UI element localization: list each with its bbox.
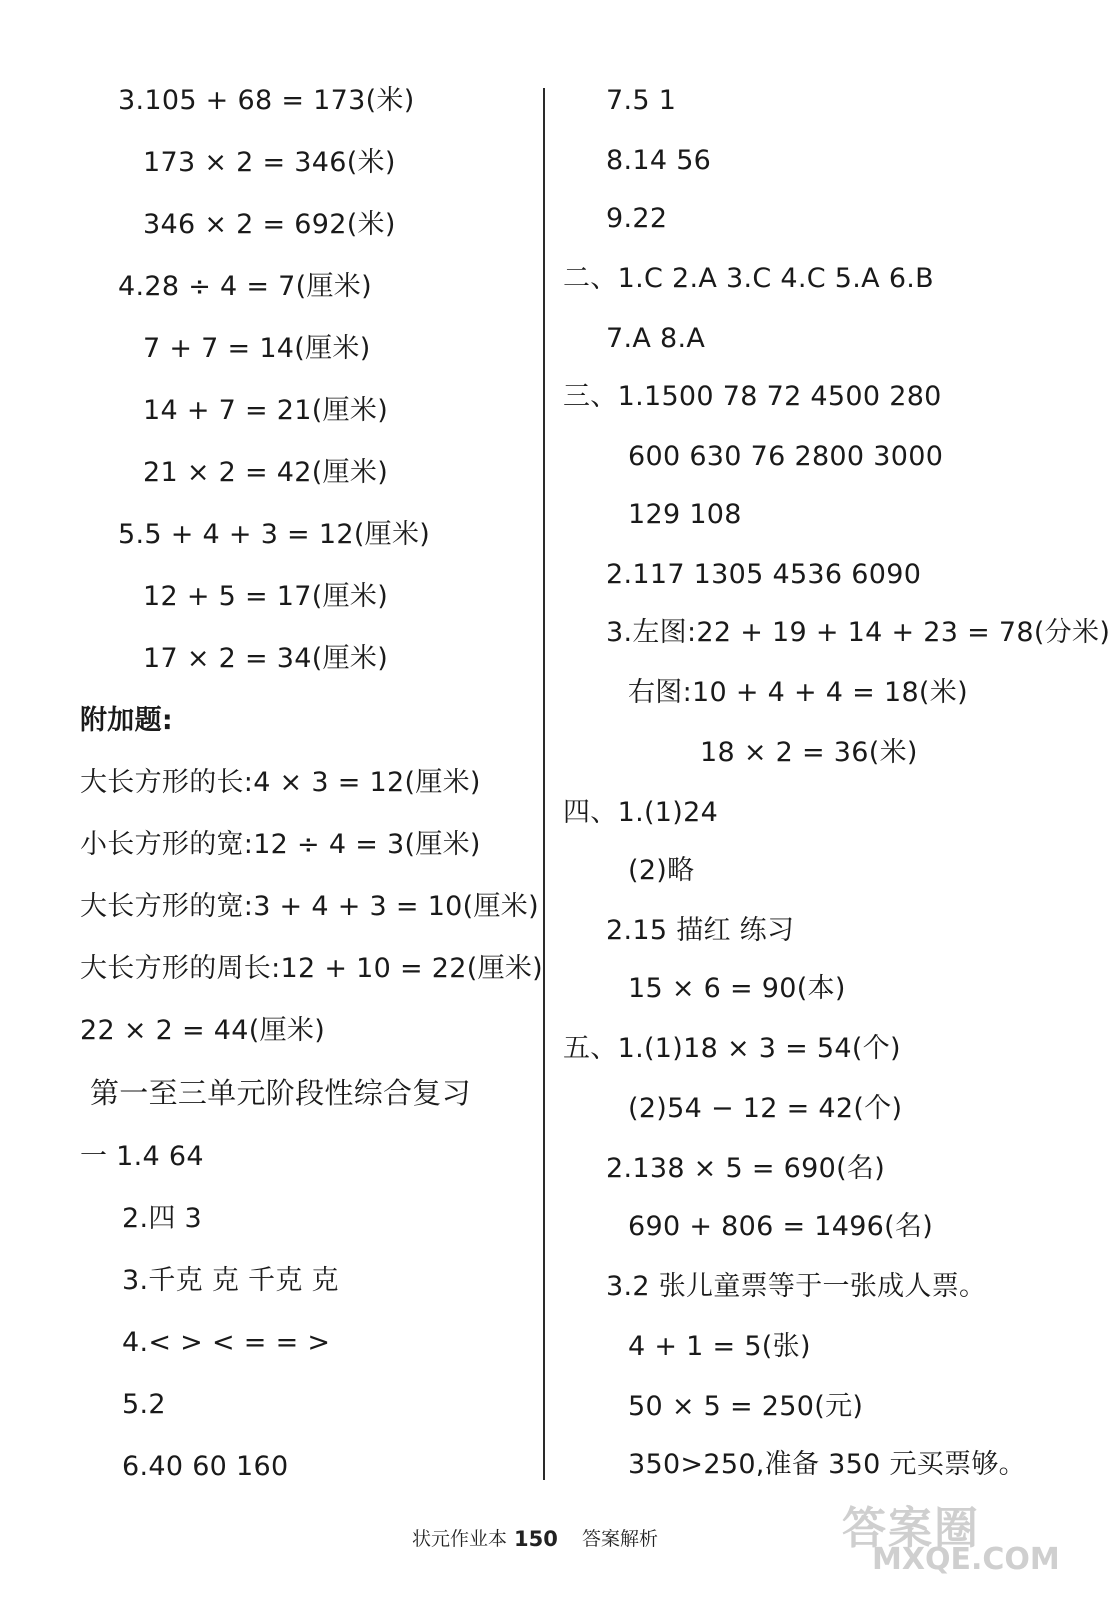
left-column-line: 6.40 60 160 [122, 1451, 289, 1482]
left-column-line: 4.28 ÷ 4 = 7(厘米) [118, 271, 372, 302]
left-column-line: 大长方形的周长:12 + 10 = 22(厘米) [80, 953, 544, 984]
left-column-line: 7 + 7 = 14(厘米) [143, 333, 371, 364]
left-column-line: 大长方形的长:4 × 3 = 12(厘米) [80, 767, 481, 798]
left-column-line: 附加题: [80, 705, 173, 736]
left-column-line: 小长方形的宽:12 ÷ 4 = 3(厘米) [80, 829, 481, 860]
left-column-line: 第一至三单元阶段性综合复习 [90, 1076, 471, 1110]
right-column-line: 五、1.(1)18 × 3 = 54(个) [563, 1033, 901, 1064]
right-column-line: (2)略 [628, 855, 695, 886]
left-column-line: 12 + 5 = 17(厘米) [143, 581, 389, 612]
right-column-line: 690 + 806 = 1496(名) [628, 1211, 934, 1242]
left-column-line: 一 1.4 64 [80, 1141, 204, 1172]
right-column-line: 4 + 1 = 5(张) [628, 1331, 811, 1362]
left-column-line: 2.四 3 [122, 1203, 203, 1234]
right-column-line: 15 × 6 = 90(本) [628, 973, 846, 1004]
right-column-line: 3.左图:22 + 19 + 14 + 23 = 78(分米) [606, 617, 1110, 648]
footer-book-name: 状元作业本 [412, 1528, 508, 1550]
right-column-line: 2.15 描红 练习 [606, 915, 795, 946]
column-divider [543, 88, 545, 1480]
watermark [842, 1492, 1060, 1582]
right-column-line: 18 × 2 = 36(米) [700, 737, 918, 768]
right-column-line: 600 630 76 2800 3000 [628, 441, 944, 472]
watermark-top-text: 答案圈 [842, 1503, 980, 1554]
right-column-line: 2.117 1305 4536 6090 [606, 559, 922, 590]
left-column-line: 173 × 2 = 346(米) [143, 147, 396, 178]
left-column-line: 22 × 2 = 44(厘米) [80, 1015, 326, 1046]
right-column-line: 7.A 8.A [606, 323, 706, 354]
left-column-line: 5.5 + 4 + 3 = 12(厘米) [118, 519, 431, 550]
right-column-line: 50 × 5 = 250(元) [628, 1391, 864, 1422]
right-column-line: 四、1.(1)24 [563, 797, 719, 828]
right-column-line: 右图:10 + 4 + 4 = 18(米) [628, 677, 968, 708]
watermark-bottom-text: MXQE.COM [872, 1542, 1060, 1577]
left-column-line: 346 × 2 = 692(米) [143, 209, 396, 240]
right-column-line: 129 108 [628, 499, 742, 530]
right-column-line: 7.5 1 [606, 85, 677, 116]
left-column-line: 14 + 7 = 21(厘米) [143, 395, 389, 426]
left-column-line: 4.< > < = = > [122, 1327, 331, 1358]
right-column-line: 2.138 × 5 = 690(名) [606, 1153, 886, 1184]
footer-section: 答案解析 [582, 1528, 659, 1550]
right-column-line: 9.22 [606, 203, 668, 234]
right-column-line: 三、1.1500 78 72 4500 280 [563, 381, 942, 412]
left-column-line: 3.105 + 68 = 173(米) [118, 85, 415, 116]
left-column-line: 17 × 2 = 34(厘米) [143, 643, 389, 674]
right-column-line: 8.14 56 [606, 145, 712, 176]
footer-page-number: 150 [514, 1527, 558, 1551]
right-column-line: 350>250,准备 350 元买票够。 [628, 1449, 1026, 1480]
left-column-line: 3.千克 克 千克 克 [122, 1265, 339, 1296]
right-column-line: (2)54 − 12 = 42(个) [628, 1093, 903, 1124]
right-column-line: 二、1.C 2.A 3.C 4.C 5.A 6.B [563, 263, 934, 294]
right-column-line: 3.2 张儿童票等于一张成人票。 [606, 1271, 987, 1302]
left-column-line: 21 × 2 = 42(厘米) [143, 457, 389, 488]
left-column-line: 大长方形的宽:3 + 4 + 3 = 10(厘米) [80, 891, 539, 922]
left-column-line: 5.2 [122, 1389, 166, 1420]
